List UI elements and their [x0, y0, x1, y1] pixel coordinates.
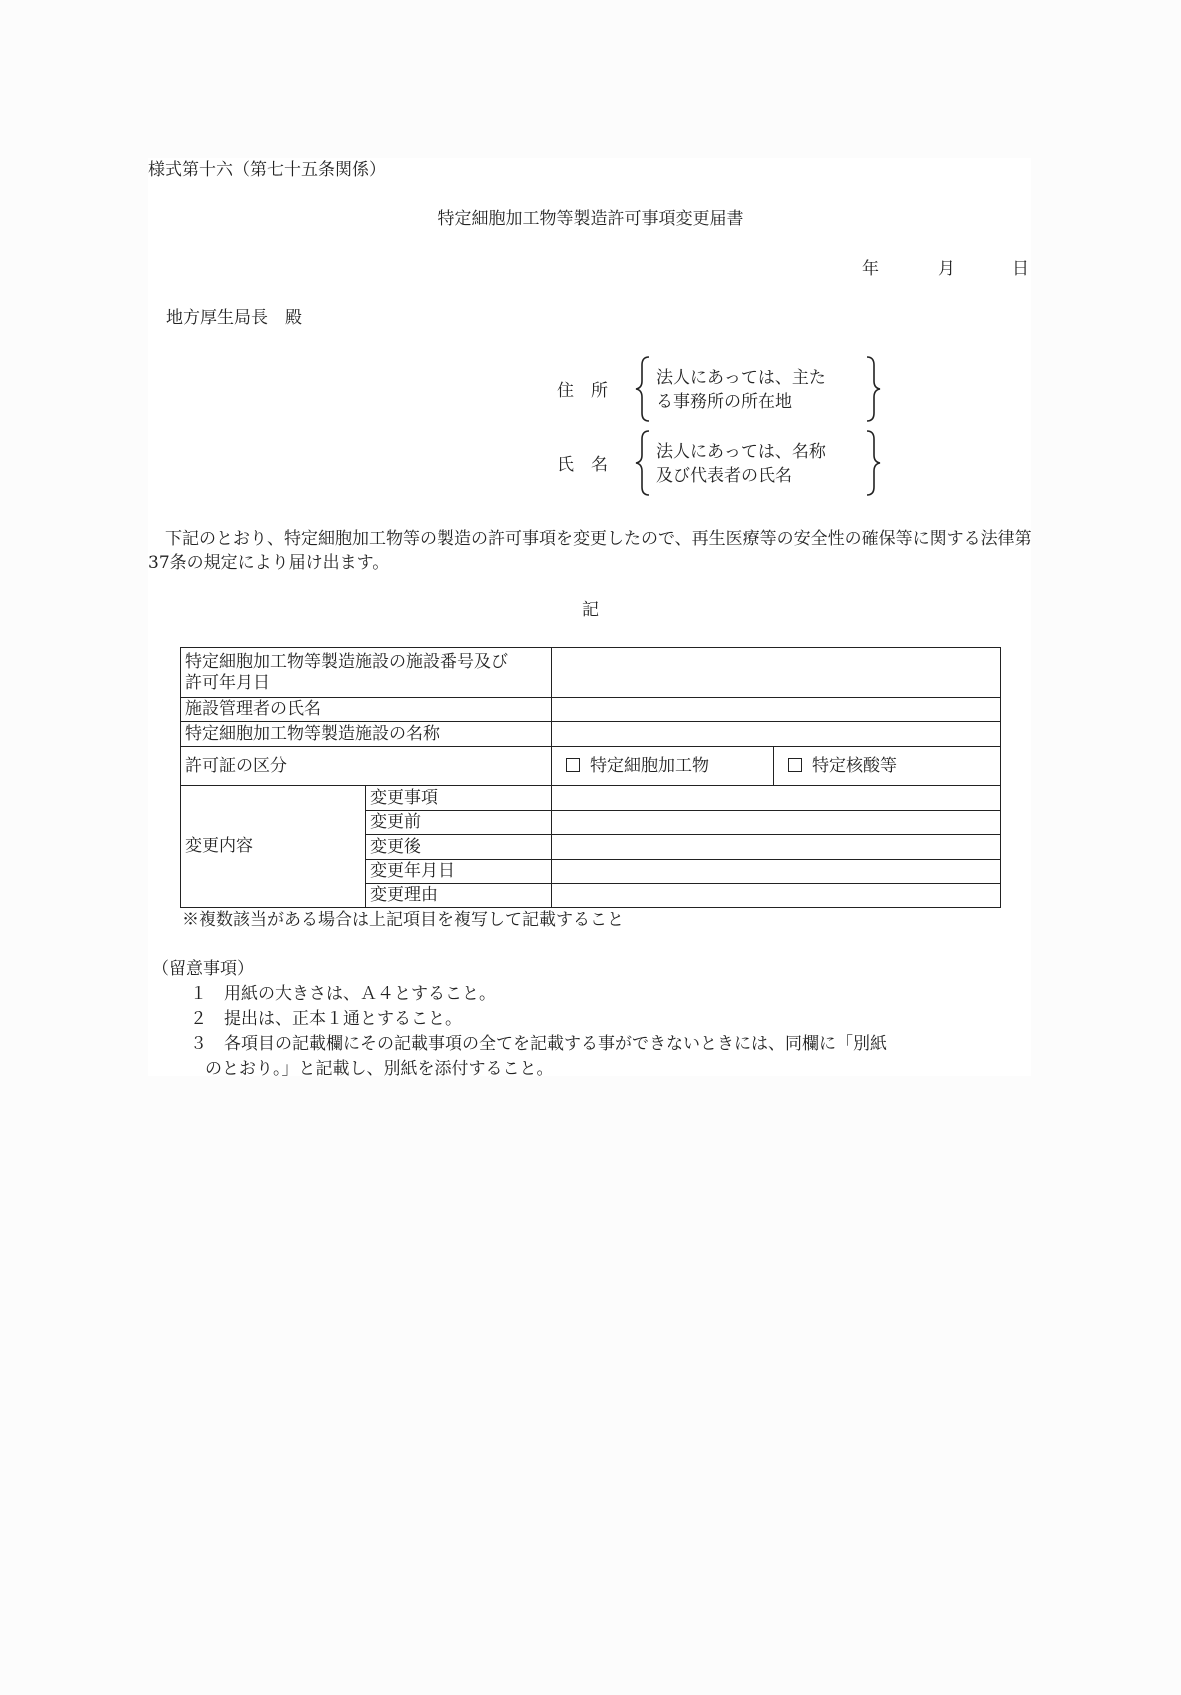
facility-name-input-cell[interactable] [552, 722, 1001, 747]
option-nucleic-acid-cell[interactable] [774, 747, 1001, 786]
note-item-3-line-1: ３ 各項目の記載欄にその記載事項の全てを記載する事ができないときには、同欄に「別紙 [190, 1034, 887, 1054]
body-paragraph: 下記のとおり、特定細胞加工物等の製造の許可事項を変更したので、再生医療等の安全性の確保等に関する法律第37条の規定により届け出ます。 [148, 529, 1032, 573]
facility-name-label: 特定細胞加工物等製造施設の名称 [181, 722, 552, 747]
option-nucleic-acid-label: 特定核酸等 [812, 755, 897, 776]
change-item-input-cell[interactable] [552, 835, 1001, 860]
name-note-line-1: 法人にあっては、名称 [656, 442, 826, 462]
note-item-3-line-2: のとおり。」と記載し、別紙を添付すること。 [205, 1059, 554, 1079]
name-right-brace [864, 429, 882, 497]
address-note [656, 366, 826, 414]
date-year-label: 年 [862, 259, 879, 279]
option-cell-product-label: 特定細胞加工物 [590, 755, 709, 776]
change-item-label: 変更後 [366, 835, 552, 860]
license-type-label: 許可証の区分 [181, 747, 552, 786]
table-row [181, 722, 1001, 747]
form-number: 様式第十六（第七十五条関係） [148, 160, 386, 180]
table-note: ※複数該当がある場合は上記項目を複写して記載すること [182, 910, 624, 930]
name-left-brace [634, 429, 652, 497]
name-note-line-2: 及び代表者の氏名 [656, 466, 792, 486]
table-row [181, 698, 1001, 722]
document-title: 特定細胞加工物等製造許可事項変更届書 [437, 209, 744, 229]
address-label: 住 所 [557, 381, 608, 401]
change-content-label: 変更内容 [181, 786, 366, 908]
note-item-1: １ 用紙の大きさは、Ａ４とすること。 [190, 984, 496, 1004]
date-month-label: 月 [938, 259, 955, 279]
address-note-line-2: る事務所の所在地 [656, 392, 792, 412]
notes-heading: （留意事項） [152, 959, 254, 979]
facility-number-label-line-2: 許可年月日 [185, 672, 270, 693]
change-item-label: 変更年月日 [366, 860, 552, 884]
name-label: 氏 名 [557, 455, 608, 475]
name-note [656, 440, 826, 488]
manager-name-input-cell[interactable] [552, 698, 1001, 722]
manager-name-label: 施設管理者の氏名 [181, 698, 552, 722]
facility-number-label-cell [181, 648, 552, 698]
checkbox-icon[interactable] [566, 758, 580, 772]
table-row [181, 786, 1001, 811]
change-item-label: 変更事項 [366, 786, 552, 811]
facility-number-label-line-1: 特定細胞加工物等製造施設の施設番号及び [185, 651, 508, 672]
notification-form-table [180, 647, 1001, 908]
ki-heading: 記 [582, 600, 599, 620]
note-item-2: ２ 提出は、正本１通とすること。 [190, 1009, 462, 1029]
change-item-input-cell[interactable] [552, 884, 1001, 908]
addressee: 地方厚生局長 殿 [166, 308, 302, 328]
option-cell-product-cell[interactable] [552, 747, 774, 786]
change-item-input-cell[interactable] [552, 786, 1001, 811]
change-item-input-cell[interactable] [552, 811, 1001, 835]
change-item-label: 変更理由 [366, 884, 552, 908]
address-left-brace [634, 355, 652, 423]
table-row [181, 747, 1001, 786]
change-item-input-cell[interactable] [552, 860, 1001, 884]
checkbox-icon[interactable] [788, 758, 802, 772]
facility-number-input-cell[interactable] [552, 648, 1001, 698]
date-day-label: 日 [1012, 259, 1029, 279]
change-item-label: 変更前 [366, 811, 552, 835]
address-right-brace [864, 355, 882, 423]
address-note-line-1: 法人にあっては、主た [656, 368, 826, 388]
table-row [181, 648, 1001, 698]
